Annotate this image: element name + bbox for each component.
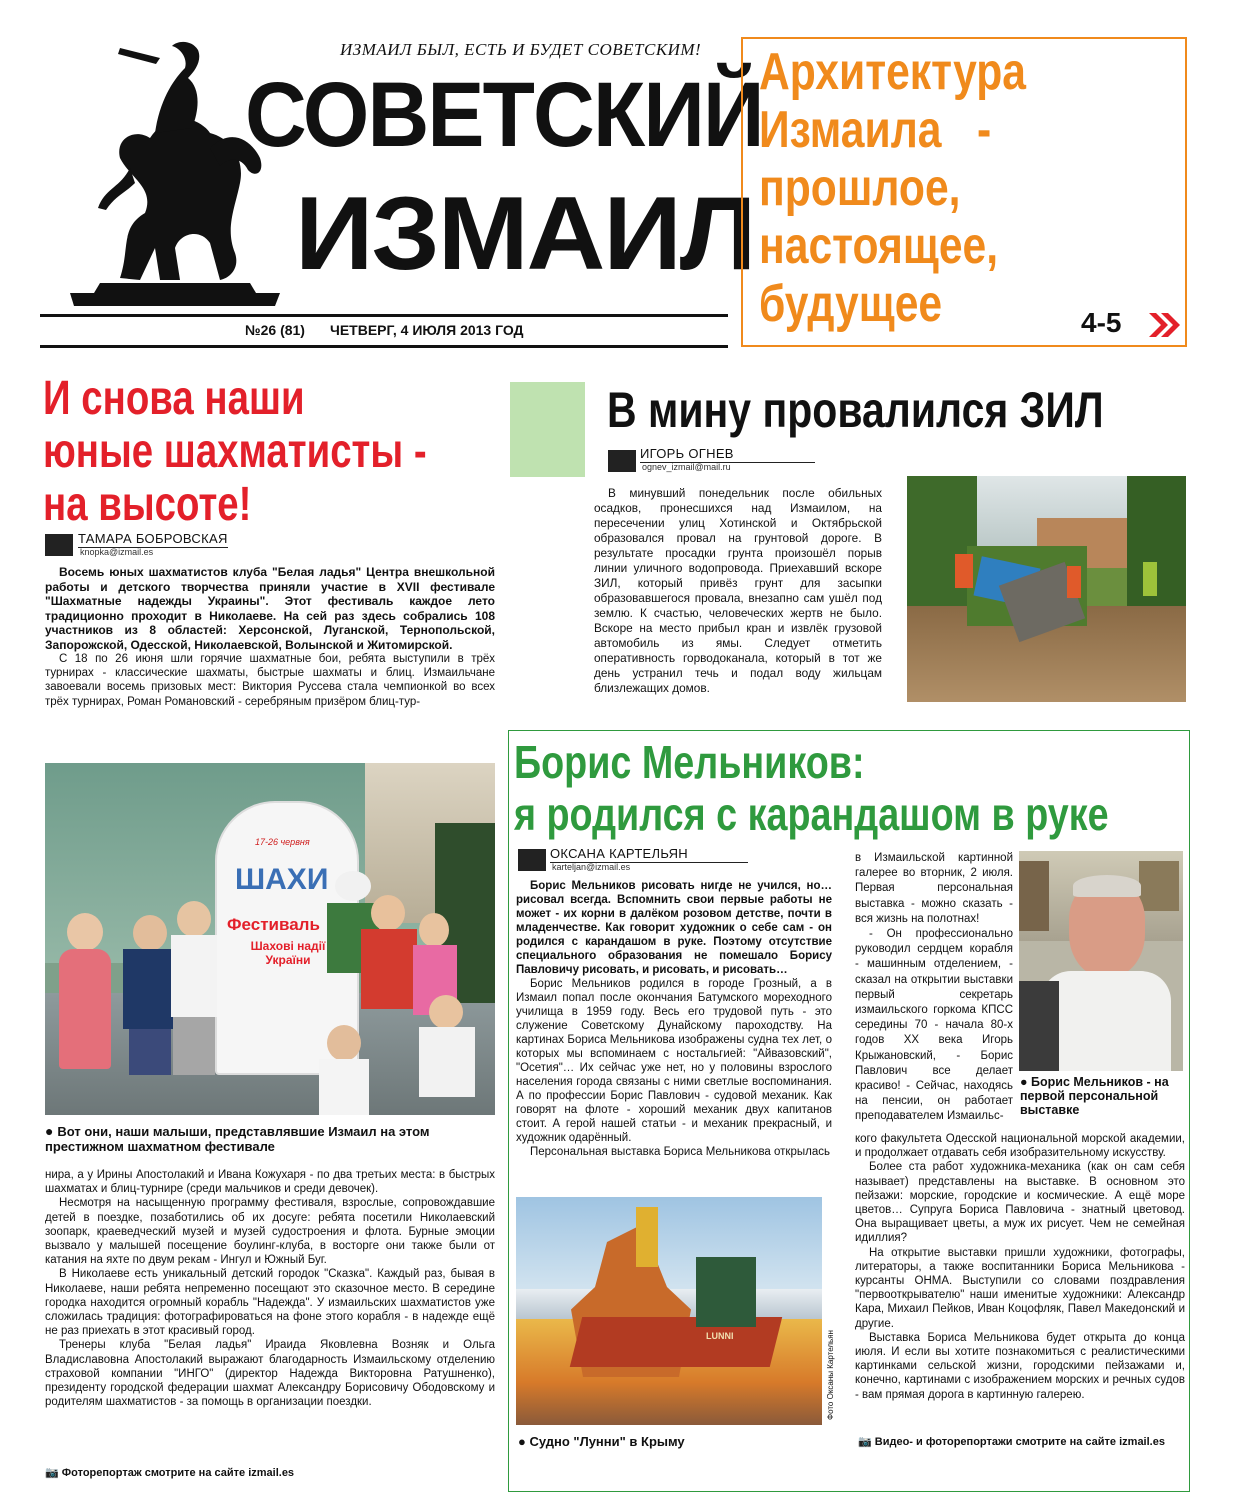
byline-marker xyxy=(608,450,636,472)
artist-body-left xyxy=(516,879,832,1159)
artist-paragraph-3: в Измаильской картинной галерее во вторник, 2 июля. Первая персональная выставка - можно сказать - вся жизнь на полотнах! xyxy=(855,852,1013,925)
photo-credit: Фото Оксаны Картельян xyxy=(826,1330,835,1420)
masthead-motto: ИЗМАИЛ БЫЛ, ЕСТЬ И БУДЕТ СОВЕТСКИМ! xyxy=(340,40,702,59)
chess-photo xyxy=(45,763,495,1115)
chess-footnote[interactable] xyxy=(45,1466,294,1479)
banner-fest: Фестиваль xyxy=(227,915,320,934)
chess-paragraph-3: Несмотря на насыщенную программу фестиваля, взрослые, сопровождавшие детей в поездке, позаботились об их досуге: ребята посетили Николаевский зоопарк, краеведческий музей и музей судостроения и флота. Бурные эмоции вызвало у малышей посещение боулинг-клуба, в восторге они также были от катания на яхте по двум рекам - Ингул и Южный Буг. xyxy=(45,1197,495,1267)
promo-line-3: прошлое, xyxy=(759,159,961,217)
artist-paragraph-4: - Он профессионально руководил сердцем корабля - машинным отделением, - сказал на открытии выставки первый секретарь измаильского горкома КПСС середины 70 - начала 80-х годов XX века Игорь Крыжановский, - Борис Павлович все делает красиво! - Сейчас, находясь на пенсии, он работает преподавателем Измаильс- xyxy=(855,928,1013,1123)
chess-body-bottom xyxy=(45,1168,495,1409)
byline-marker xyxy=(518,849,546,871)
chess-author-email[interactable]: knopka@izmail.es xyxy=(80,547,154,557)
artist-paragraph-2: Персональная выставка Бориса Мельникова открылась xyxy=(530,1146,830,1158)
bullet-icon: ● xyxy=(1020,1075,1032,1089)
masthead xyxy=(40,30,763,355)
chess-author: ТАМАРА БОБРОВСКАЯ xyxy=(78,531,228,546)
zil-green-band xyxy=(510,382,585,477)
promo-pages: 4-5 xyxy=(1081,307,1122,338)
artist-footnote-text: Видео- и фоторепортажи смотрите на сайте izmail.es xyxy=(874,1436,1165,1448)
artist-author-email[interactable]: karteljan@izmail.es xyxy=(552,862,631,872)
chess-paragraph-2: нира, а у Ирины Апостолакий и Ивана Кожухаря - по два третьих места: в быстрых шахматах и блиц-турнире (среди мальчиков и среди девочек). xyxy=(45,1169,495,1196)
chess-photo-caption xyxy=(45,1124,495,1154)
artist-lead: Борис Мельников рисовать нигде не учился, но… рисовал всегда. Вспомнить свои первые работы не может - их корни в далёком розовом детстве, почти в младенчестве. Как говорит художник о себе сам - он родился с карандашом в руке. Поэтому отсутствие специального образования не помешало Борису Павловичу рисовать, и рисовать, и рисовать… xyxy=(516,880,832,976)
zil-headline: В мину провалился ЗИЛ xyxy=(607,382,1104,438)
artist-paragraph-7: Выставка Бориса Мельникова будет открыта до конца июля. И если вы хотите познакомиться с реалистическими картинками сельской жизни, городскими пейзажами и, конечно, картинами с изображением морских и речных судов - вам прямая дорога в картинную галерею. xyxy=(855,1331,1185,1401)
issue-number: №26 (81) xyxy=(245,322,305,338)
promo-line-2: Измаила - xyxy=(759,101,992,159)
promo-box[interactable] xyxy=(741,37,1187,347)
promo-headline xyxy=(759,43,1026,333)
chess-paragraph-1: С 18 по 26 июня шли горячие шахматные бои, ребята выступили в трёх турнирах - классические шахматы, быстрые шахматы и блиц. Измаильчане завоевали восемь призовых мест: Виктория Руссева стала чемпионкой во всех трёх турнирах, Роман Романовский - серебряным призёром блиц-тур- xyxy=(45,653,495,708)
portrait-caption-text: Борис Мельников - на первой персональной выставке xyxy=(1020,1075,1169,1117)
chess-headline xyxy=(43,372,427,531)
masthead-title-line2: ИЗМАИЛ xyxy=(295,176,755,292)
artist-paragraph-5: Более ста работ художника-механика (как он сам себя называет) представлены на выставке. В основном это пейзажи: морские, городские и космические. А ещё море цветов… Супруга Бориса Павловича - знатный цветовод. Она выращивает цветы, а муж их рисует. Чем не семейная идиллия? xyxy=(855,1161,1185,1245)
zil-author: ИГОРЬ ОГНЕВ xyxy=(640,446,815,463)
chess-paragraph-5: Тренеры клуба "Белая ладья" Ираида Яковлевна Возняк и Ольга Владиславовна Апостолакий выражают благодарность Измаильскому отделению страховой компании "ИНГО" (директор Надежда Викторовна Ратушненко), президенту городской федерации шахмат Александру Борисовичу Ободовскому и родителям шахматистов - за помощь в организации поездки. xyxy=(45,1339,495,1409)
chess-headline-line-2: юные шахматисты - xyxy=(43,425,427,478)
artist-body-right-bottom xyxy=(855,1132,1185,1402)
banner-dates: 17-26 червня xyxy=(255,837,310,847)
zil-body xyxy=(594,486,882,696)
chess-footnote-text: Фоторепортаж смотрите на сайте izmail.es xyxy=(61,1467,295,1479)
artist-headline-line-2: я родился с карандашом в руке xyxy=(514,788,1109,840)
zil-paragraph: В минувший понедельник после обильных осадков, пронесшихся над Измаилом, на пересечении улиц Хотинской и Октябрьской образовался провал на грунтовой дороге. В результате просадки грунта произошёл порыв линии уличного водопровода. Приехавший вскоре ЗИЛ, который привёз грунт для засыпки образовавшегося провала, внезапно сам ушёл под землю. К счастью, человеческих жертв не было. Вскоре на место прибыл кран и извлёк грузовой автомобиль из ямы. Следует отметить оперативность горводоканала, который в тот же день устранил течь и подал воду жильцам близлежащих домов. xyxy=(594,486,882,695)
ship-caption-text: Судно "Лунни" в Крыму xyxy=(529,1434,685,1449)
ship-painting xyxy=(516,1197,822,1425)
masthead-title-line1: СОВЕТСКИЙ xyxy=(245,64,763,166)
ship-caption xyxy=(518,1434,685,1449)
artist-paragraph-6: На открытие выставки пришли художники, фотографы, литераторы, а также воспитанники Бориса Мельникова - курсанты ОНМА. Выступили со словами поздравления "первооткрывателю" наши именитые художники: Александр Кара, Михаил Пейков, Иван Коцофляк, Павел Македонский и другие. xyxy=(855,1246,1185,1330)
promo-line-4: настоящее, xyxy=(759,217,999,275)
artist-author: ОКСАНА КАРТЕЛЬЯН xyxy=(550,846,748,863)
promo-line-1: Архитектура xyxy=(759,43,1026,101)
chess-paragraph-4: В Николаеве есть уникальный детский городок "Сказка". Каждый раз, бывая в Николаеве, наши ребята непременно посещают это сказочное место. В середине городка находится огромный корабль "Надежда". У измаильских шахматистов уже сложилась традиция: фотографироваться на фоне этого корабля - в надежде ещё не раз приехать в этот красивый город. xyxy=(45,1268,495,1338)
artist-headline-line-1: Борис Мельников: xyxy=(514,736,865,788)
artist-headline xyxy=(514,736,1109,840)
portrait-caption xyxy=(1020,1075,1185,1117)
camera-icon: 📷 xyxy=(45,1467,59,1479)
zil-author-email[interactable]: ognev_izmail@mail.ru xyxy=(642,462,731,472)
artist-footnote[interactable] xyxy=(858,1435,1165,1448)
bullet-icon: ● xyxy=(518,1434,530,1449)
chess-caption-text: Вот они, наши малыши, представлявшие Измаил на этом престижном шахматном фестивале xyxy=(45,1124,430,1154)
chess-headline-line-1: И снова наши xyxy=(43,372,305,425)
artist-body-right-top xyxy=(855,851,1013,1125)
byline-marker xyxy=(45,534,73,556)
chess-lead: Восемь юных шахматистов клуба "Белая ладья" Центра внешкольной работы и детского творчества приняли участие в XVII фестивале "Шахматные надежды Украины". Этот фестиваль каждое лето традиционно проходит в Николаеве. На сей раз здесь собрались 108 участников из 8 областей: Херсонской, Луганской, Тернопольской, Запорожской, Одесской, Николаевской, Волынской и Житомирской. xyxy=(45,565,495,652)
arrow-right-icon xyxy=(1147,311,1181,339)
chess-body-top xyxy=(45,565,495,709)
banner-sub: Шахові надії України xyxy=(250,939,326,967)
issue-date: ЧЕТВЕРГ, 4 ИЮЛЯ 2013 ГОД xyxy=(330,322,524,338)
artist-portrait xyxy=(1019,851,1183,1071)
promo-line-5: будущее xyxy=(759,275,943,333)
masthead-rule-top xyxy=(40,314,728,317)
artist-paragraph-4b: кого факультета Одесской национальной морской академии, и продолжает отдавать себя изобразительному искусству. xyxy=(855,1133,1185,1160)
chess-headline-line-3: на высоте! xyxy=(43,478,252,531)
artist-paragraph-1: Борис Мельников родился в городе Грозный, а в Измаил попал после окончания Батумского мореходного училища в 1959 году. Весь его трудовой путь - это служение Советскому Дунайскому пароходству. На картинах Бориса Мельникова изображены судна тех лет, о которых мы вспоминаем с ностальгией: "Айвазовский", "Осетия"… Их сейчас уже нет, но у половины взрослого населения города связаны с ними светлые воспоминания. А по профессии Борис Павлович - судовой механик. Как говорят на флоте - хороший механик двух капитанов стоит. А герой нашей статьи - и механик прекрасный, и художник одарённый. xyxy=(516,978,832,1144)
banner-title: ШАХИ xyxy=(235,863,329,896)
masthead-rule-bottom xyxy=(40,345,728,348)
zil-photo xyxy=(907,476,1186,702)
ship-name-label: LUNNI xyxy=(706,1331,734,1341)
bullet-icon: ● xyxy=(45,1123,58,1139)
camera-icon: 📷 xyxy=(858,1436,872,1448)
